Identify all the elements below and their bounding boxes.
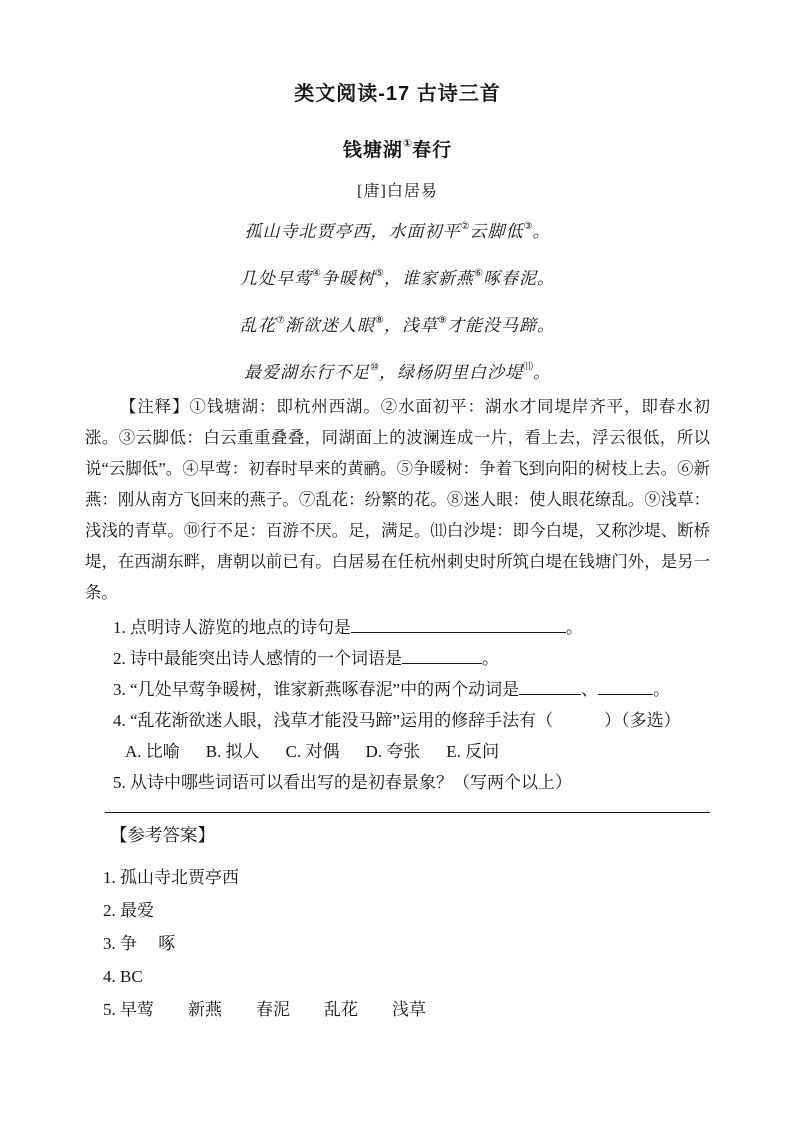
answer-item-3: 3. 争 啄 <box>103 934 176 953</box>
question-4 <box>85 705 710 736</box>
note-ref-6-icon: ⑥ <box>473 268 483 279</box>
poem-title-main: 钱塘湖 <box>342 140 403 161</box>
poem-text: 争暖树 <box>321 269 376 288</box>
option-d: D. 夸张 <box>365 742 421 761</box>
note-ref-4-icon: ④ <box>312 268 322 279</box>
poem-line-4 <box>85 358 710 383</box>
answer-blank-3b <box>598 680 653 695</box>
poem-author: [唐]白居易 <box>357 183 438 200</box>
answer-blank-1 <box>351 618 566 633</box>
question-1 <box>85 612 710 643</box>
note-ref-11-icon: ⑾ <box>522 362 533 373</box>
option-a: A. 比喻 <box>125 742 180 761</box>
answer-item-4: 4. BC <box>103 967 143 986</box>
question-4-options <box>85 736 710 767</box>
answer-item-1: 1. 孤山寺北贾亭西 <box>103 868 239 887</box>
page-title: 类文阅读-17 古诗三首 <box>294 83 501 105</box>
note-ref-10-icon: ⑩ <box>370 362 379 373</box>
answer-item-2: 2. 最爱 <box>103 901 154 920</box>
note-ref-3-icon: ③ <box>523 221 533 232</box>
poem-text: 云脚低 <box>469 222 524 241</box>
notes-paragraph <box>85 391 710 608</box>
poem-text: 乱花 <box>240 316 277 335</box>
notes-body: ①钱塘湖：即杭州西湖。②水面初平：湖水才同堤岸齐平，即春水初涨。③云脚低：白云重重叠叠，同湖面上的波澜连成一片，看上去，浮云很低，所以说“云脚低”。④早莺：初春时早来的黄鹂。⑤争暖树：争着飞到向阳的树枝上去。⑥新燕：刚从南方飞回来的燕子。⑦乱花：纷繁的花。⑧迷人眼：使人眼花缭乱。⑨浅草：浅浅的青草。⑩行不足：百游不厌。足，满足。⑾白沙堤：即今白堤，又称沙堤、断桥堤，在西湖东畔，唐朝以前已有。白居易在任杭州刺史时所筑白堤在钱塘门外，是另一条。 <box>85 397 711 602</box>
poem-text: 渐欲迷人眼 <box>285 316 376 335</box>
question-3-text: 3. “几处早莺争暖树，谁家新燕啄春泥”中的两个动词是 <box>113 680 520 699</box>
poem-text: ，浅草 <box>383 316 438 335</box>
poem-text: 最爱湖东行不足 <box>244 363 371 382</box>
note-ref-8-icon: ⑧ <box>375 315 384 326</box>
note-ref-2-icon: ② <box>460 221 470 232</box>
poem-text: 孤山寺北贾亭西，水面初平 <box>244 222 461 241</box>
poem-title <box>85 132 710 163</box>
option-c: C. 对偶 <box>285 742 340 761</box>
note-ref-1-icon: ① <box>402 138 413 150</box>
poem-line-1 <box>85 217 710 242</box>
notes-label: 【注释】 <box>120 397 190 416</box>
poem-text: 几处早莺 <box>240 269 313 288</box>
poem-text: 。 <box>532 222 551 241</box>
note-ref-9-icon: ⑨ <box>437 315 447 326</box>
option-e: E. 反问 <box>446 742 500 761</box>
question-1-period: 。 <box>566 618 583 637</box>
poem-text: 啄春泥。 <box>482 269 555 288</box>
note-ref-5-icon: ⑤ <box>375 268 384 279</box>
poem-text: ，绿杨阴里白沙堤 <box>378 363 523 382</box>
answers-header: 【参考答案】 <box>110 825 215 845</box>
note-ref-7-icon: ⑦ <box>276 315 286 326</box>
option-b: B. 拟人 <box>205 742 260 761</box>
answers-section <box>103 861 710 1026</box>
poem-line-2 <box>85 264 710 289</box>
poem-text: 才能没马蹄。 <box>446 316 555 335</box>
poem-line-3 <box>85 311 710 336</box>
question-5 <box>85 767 710 798</box>
section-divider <box>105 812 710 813</box>
question-3-separator: 、 <box>581 680 599 699</box>
questions-section <box>85 612 710 798</box>
question-2 <box>85 643 710 674</box>
question-5-text: 5. 从诗中哪些词语可以看出写的是初春景象？（写两个以上） <box>113 773 572 792</box>
question-3 <box>85 674 710 705</box>
poem-body <box>85 217 710 383</box>
poem-text: ，谁家新燕 <box>383 269 474 288</box>
poem-title-tail: 春行 <box>412 140 453 161</box>
answer-blank-3a <box>519 680 581 695</box>
question-1-text: 1. 点明诗人游览的地点的诗句是 <box>113 618 351 637</box>
question-2-period: 。 <box>482 649 499 668</box>
answer-blank-2 <box>402 649 482 664</box>
question-4-text: 4. “乱花渐欲迷人眼，浅草才能没马蹄”运用的修辞手法有（ ）（多选） <box>113 711 681 730</box>
poem-text: 。 <box>532 363 551 382</box>
question-3-period: 。 <box>653 680 671 699</box>
answer-item-5: 5. 早莺 新燕 春泥 乱花 浅草 <box>103 1000 426 1019</box>
question-2-text: 2. 诗中最能突出诗人感情的一个词语是 <box>113 649 402 668</box>
